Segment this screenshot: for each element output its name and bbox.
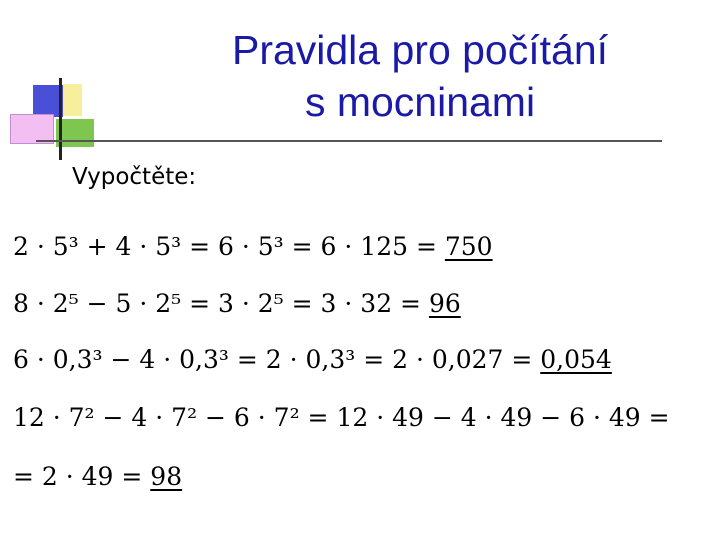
equation-3-result: 0,054 [540, 345, 612, 374]
equation-5-result: 98 [150, 462, 183, 491]
equation-row-4 [13, 403, 670, 432]
decor-yellow-square [60, 84, 82, 116]
slide-subtitle: Vypočtěte: [72, 164, 197, 190]
equation-row-5 [13, 462, 182, 491]
decor-vertical-line [59, 78, 62, 160]
equation-1-result: 750 [444, 232, 493, 261]
equation-5-expression: = 2 · 49 = [13, 462, 151, 491]
equation-row-2 [13, 289, 461, 318]
equation-row-3 [13, 345, 612, 374]
slide-title-line2: s mocninami [304, 79, 536, 125]
title-divider-line [36, 140, 662, 142]
equation-row-1 [13, 232, 493, 261]
slide-title-line1: Pravidla pro počítání [231, 27, 609, 73]
equation-1-expression: 2 · 5³ + 4 · 5³ = 6 · 5³ = 6 · 125 = [13, 232, 445, 261]
equation-2-expression: 8 · 2⁵ − 5 · 2⁵ = 3 · 2⁵ = 3 · 32 = [13, 289, 429, 318]
equation-3-expression: 6 · 0,3³ − 4 · 0,3³ = 2 · 0,3³ = 2 · 0,027 = [13, 345, 541, 374]
equation-4-expression: 12 · 7² − 4 · 7² − 6 · 7² = 12 · 49 − 4 · 49 − 6 · 49 = [13, 403, 670, 432]
equation-2-result: 96 [428, 289, 461, 318]
slide-title [160, 24, 680, 128]
